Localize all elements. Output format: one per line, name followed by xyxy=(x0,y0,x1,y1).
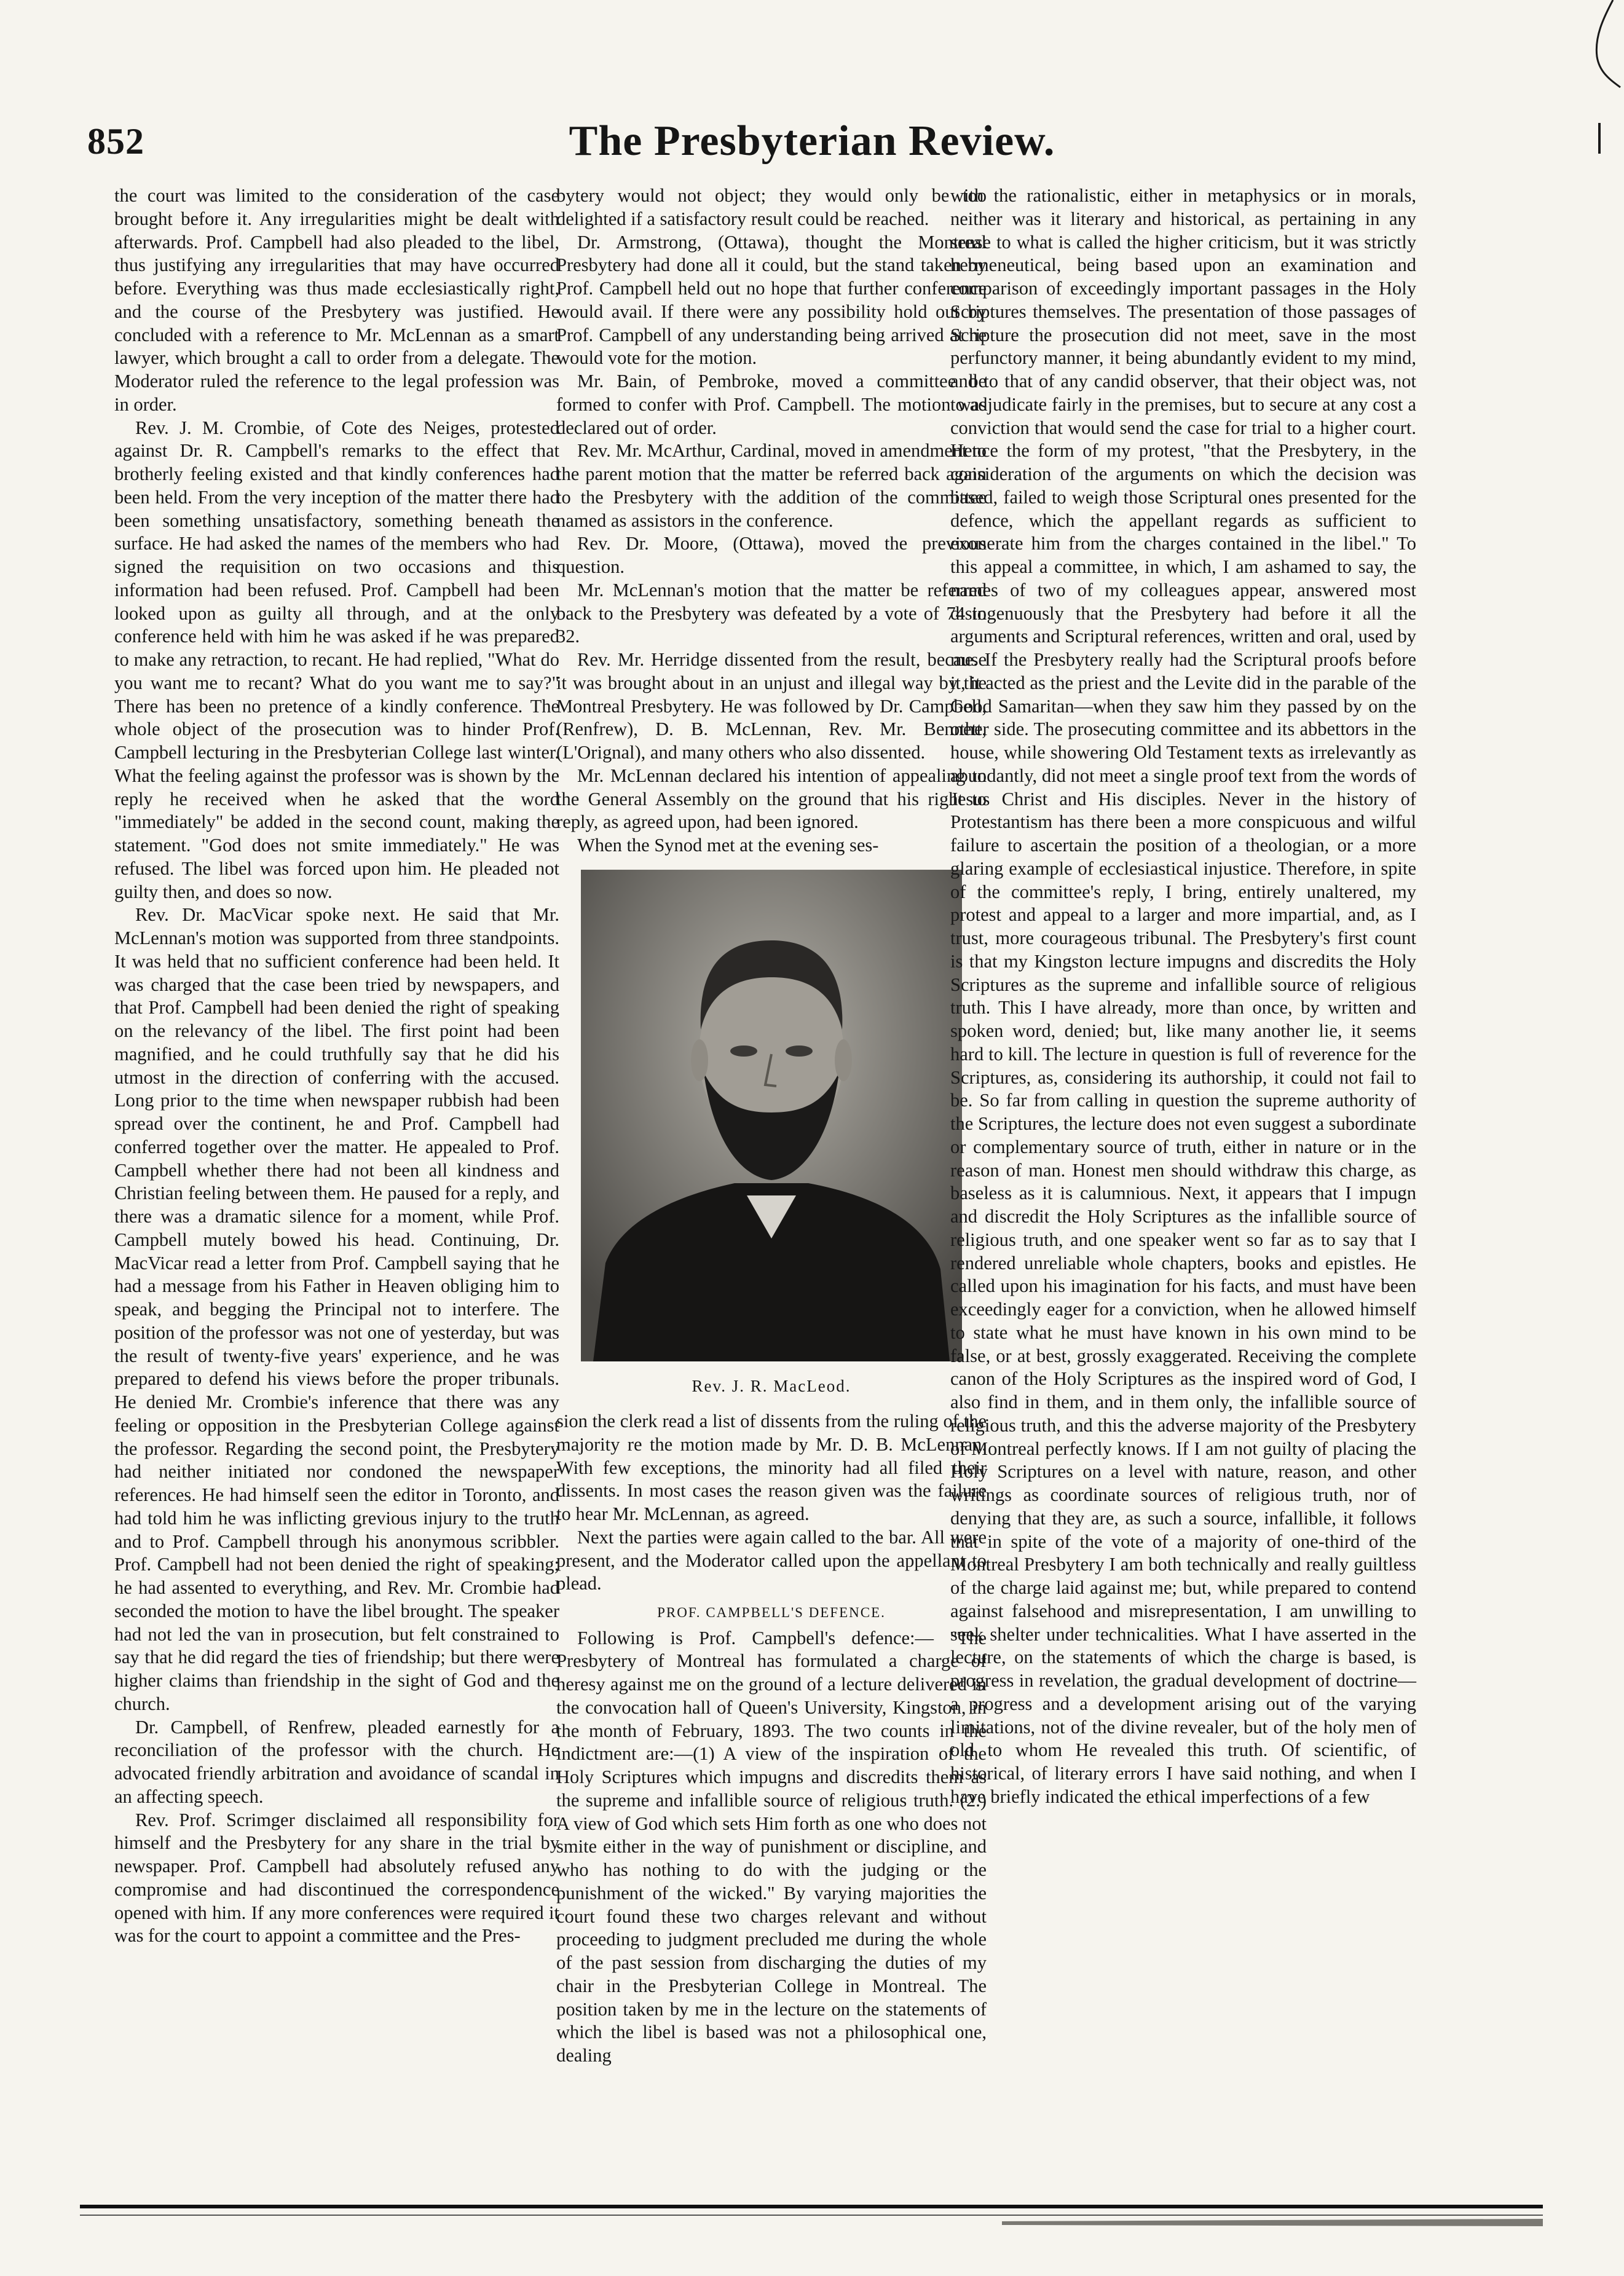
column-2 xyxy=(556,184,987,2066)
portrait-caption: Rev. J. R. MacLeod. xyxy=(692,1376,851,1395)
paragraph: Rev. Dr. Moore, (Ottawa), moved the previous question. xyxy=(556,533,987,577)
paragraph: When the Synod met at the evening ses- xyxy=(577,835,879,856)
journal-title: The Presbyterian Review. xyxy=(569,117,1055,165)
portrait-image xyxy=(581,870,962,1361)
portrait-photo xyxy=(581,870,962,1361)
column-3 xyxy=(950,184,1416,2041)
paragraph: Dr. Armstrong, (Ottawa), thought the Montreal Presbytery had done all it could, but the stand taken by Prof. Campbell held out no hope that further conference would avail. If there were any possibility hold out by Prof. Campbell of any understanding being arrived at he would vote for the motion. xyxy=(556,231,987,369)
paragraph: Rev. Mr. Herridge dissented from the result, because it was brought about in an unjust and illegal way by the Montreal Presbytery. He was followed by Dr. Campbell, (Renfrew), D. B. McLennan, Rev. Mr. Bennett, (L'Orignal), and many others who also dissented. xyxy=(556,649,987,763)
page-number: 852 xyxy=(87,121,144,162)
paragraph: Rev. J. M. Crombie, of Cote des Neiges, protested against Dr. R. Campbell's remarks to the effect that brotherly feeling existed and that kindly conferences had been held. From the very inception of the matter there had been something unsatisfactory, something beneath the surface. He had asked the names of the members who had signed the requisition on two occasions and this information had been refused. Prof. Campbell had been looked upon as guilty all through, and at the only conference held with him he was asked if he was prepared to make any retraction, to recant. He had replied, "What do you want me to recant? What do you want me to say?" There has been no pretence of a kindly conference. The whole object of the prosecution was to hinder Prof. Campbell lecturing in the Presbyterian College last winter. What the feeling against the professor was is shown by the reply he received when he asked that the word "immediately" be added in the second count, making the statement. "God does not smite immediately." He was refused. The libel was forced upon him. He pleaded not guilty then, and does so now. xyxy=(114,417,559,902)
paragraph: with the rationalistic, either in metaphysics or in morals, neither was it literary and historical, as pertaining in any sense to what is called the higher criticism, but it was strictly hermeneutical, being based upon an examination and comparison of exceedingly important passages in the Holy Scriptures themselves. The presentation of those passages of Scripture the prosecution did not meet, save in the most perfunctory manner, it being abundantly evident to my mind, and to that of any candid observer, that their object was, not to adjudicate fairly in the premises, but to secure at any cost a conviction that would send the case for trial to a higher court. Hence the form of my protest, "that the Presbytery, in the consideration of the arguments on which the decision was based, failed to weigh those Scriptural ones presented for the defence, which the appellant regards as sufficient to exonerate him from the charges contained in the libel." To this appeal a committee, in which, I am ashamed to say, the names of two of my colleagues appear, answered most disingenuously that the Presbytery had before it all the arguments and Scriptural references, written and oral, used by me. If the Presbytery really had the Scriptural proofs before it, it acted as the priest and the Levite did in the parable of the Good Samaritan—when they saw him they passed by on the other side. The prosecuting committee and its abbettors in the house, while showering Old Testament texts as irrelevantly as abundantly, did not meet a single proof text from the words of Jesus Christ and His disciples. Never in the history of Protestantism has there been a more conspicuous and wilful failure to ascertain the position of a theologian, or a more glaring example of ecclesiastical injustice. Therefore, in spite of the committee's reply, I bring, entirely unaltered, my protest and appeal to a larger and more impartial, and, as I trust, more courageous tribunal. The Presbytery's first count is that my Kingston lecture impugns and discredits the Holy Scriptures as the supreme and infallible source of religious truth. This I have already, more than once, by written and spoken word, denied; but, like many another lie, it seems hard to kill. The lecture in question is full of reverence for the Scriptures, as, considering its authorship, it could not fail to be. So far from calling in question the supreme authority of the Scriptures, the lecture does not even suggest a subordinate or complementary source of truth, either in nature or in the reason of man. Honest men should withdraw this charge, as baseless as it is calumnious. Next, it appears that I impugn and discredit the Holy Scriptures as the infallible source of religious truth, and one speaker went so far as to say that I rendered unreliable whole chapters, books and epistles. He called upon his imagination for his facts, and must have been exceedingly eager for a conviction, when he allowed himself to state what he must have known in his own mind to be false, or at best, grossly exaggerated. Receiving the complete canon of the Holy Scriptures as the inspired word of God, I also find in them, and in them only, the infallible source of religious truth, and this the adverse majority of the Presbytery of Montreal perfectly knows. If I am not guilty of placing the Holy Scriptures on a level with nature, reason, and other writings as coordinate sources of religious truth, nor of denying that they are, as such a source, infallible, it follows that in spite of the vote of a majority of one-third of the Montreal Presbytery I am both technically and really guiltless of the charge laid against me; but, while prepared to contend against falsehood and misrepresentation, I am unwilling to seek shelter under technicalities. What I have asserted in the lecture, on the statements of which the charge is based, is progress in revelation, the gradual development of doctrine—a progress and a development arising out of the varying limitations, not of the divine revealer, but of the holy men of old to whom He revealed this truth. Of scientific, of historical, of literary errors I have said nothing, and when I have briefly indicated the ethical imperfections of a few xyxy=(950,185,1416,1807)
paragraph: Mr. McLennan's motion that the matter be referred back to the Presbytery was defeated by a vote of 74 to 32. xyxy=(556,579,987,647)
paragraph: the court was limited to the consideration of the case brought before it. Any irregularities might be dealt with afterwards. Prof. Campbell had also pleaded to the libel, thus justifying any irregularities that may have occurred before. Everything was thus made ecclesiastically right, and the course of the Presbytery was justified. He concluded with a reference to Mr. McLennan as a smart lawyer, which brought a call to order from a delegate. The Moderator ruled the reference to the legal profession was in order. xyxy=(114,185,559,415)
paragraph: Rev. Mr. McArthur, Cardinal, moved in amendment to the parent motion that the matter be referred back again to the Presbytery with the addition of the committee named as assistors in the conference. xyxy=(556,440,987,531)
section-heading: PROF. CAMPBELL'S DEFENCE. xyxy=(657,1605,886,1621)
paragraph: Mr. McLennan declared his intention of appealing to the General Assembly on the ground that his right to reply, as agreed upon, had been ignored. xyxy=(556,765,987,833)
paragraph: Following is Prof. Campbell's defence:— "The Presbytery of Montreal has formulated a charge of heresy against me on the ground of a lecture delivered in the convocation hall of Queen's University, Kingston, in the month of February, 1893. The two counts in the indictment are:—(1) A view of the inspiration of the Holy Scriptures which impugns and discredits them as the supreme and infallible source of religious truth. (2.) A view of God which sets Him forth as one who does not smite either in the way of punishment or discipline, and who has nothing to do with the judging or the punishment of the wicked." By varying majorities the court found these two charges relevant and without proceeding to judgment precluded me during the whole of the past session from discharging the duties of my chair in the Presbyterian College in Montreal. The position taken by me in the lecture on the statements of which the libel is based was not a philosophical one, dealing xyxy=(556,1627,987,2066)
paragraph: Next the parties were again called to the bar. All were present, and the Moderator called upon the appellant to plead. xyxy=(556,1526,987,1594)
page-bottom-rule xyxy=(80,2188,1543,2237)
paragraph: Rev. Prof. Scrimger disclaimed all responsibility for himself and the Presbytery for any share in the trial by newspaper. Prof. Campbell had absolutely refused any compromise and had discontinued the correspondence opened with him. If any more conferences were required it was for the court to appoint a committee and the Pres- xyxy=(114,1809,559,1947)
paragraph: Mr. Bain, of Pembroke, moved a committee be formed to confer with Prof. Campbell. The motion was declared out of order. xyxy=(556,371,987,438)
paragraph: Rev. Dr. MacVicar spoke next. He said that Mr. McLennan's motion was supported from three standpoints. It was held that no sufficient conference had been held. It was charged that the case been tried by newspapers, and that Prof. Campbell had been denied the right of speaking on the relevancy of the libel. The first point had been magnified, and he could truthfully say that he did his utmost in the direction of conferring with the accused. Long prior to the time when newspaper rubbish had been spread over the continent, he and Prof. Campbell had conferred together over the matter. He appealed to Prof. Campbell whether there had not been all kindness and Christian feeling between them. He paused for a reply, and there was a dramatic silence for a moment, while Prof. Campbell mutely bowed his head. Continuing, Dr. MacVicar read a letter from Prof. Campbell saying that he had a message from his Father in Heaven obliging him to speak, and begging the Principal not to interfere. The position of the professor was not one of yesterday, but was the result of twenty-five years' experience, and he was prepared to defend his views before the proper tribunals. He denied Mr. Crombie's inference that there was any feeling or opposition in the Presbyterian College against the professor. Regarding the second point, the Presbytery had neither initiated nor condoned the newspaper references. He had himself seen the editor in Toronto, and had told him he was inflicting grevious injury to the truth and to Prof. Campbell through his anonymous scribbler. Prof. Campbell had not been denied the right of speaking; he had assented to everything, and Rev. Mr. Crombie had seconded the motion to have the libel brought. The speaker had not led the van in prosecution, but felt constrained to say that he did regard the ties of friendship; but there were higher claims than friendship in the sight of God and the church. xyxy=(114,904,559,1714)
paragraph: sion the clerk read a list of dissents from the ruling of the majority re the motion made by Mr. D. B. McLennan. With few exceptions, the minority had all filed their dissents. In most cases the reason given was the failure to hear Mr. McLennan, as agreed. xyxy=(556,1411,987,1525)
column-1 xyxy=(114,184,559,2041)
paragraph: Dr. Campbell, of Renfrew, pleaded earnestly for a reconciliation of the professor with the church. He advocated friendly arbitration and avoidance of scandal in an affecting speech. xyxy=(114,1716,559,1807)
paragraph: bytery would not object; they would only be too delighted if a satisfactory result could be reached. xyxy=(556,185,987,229)
